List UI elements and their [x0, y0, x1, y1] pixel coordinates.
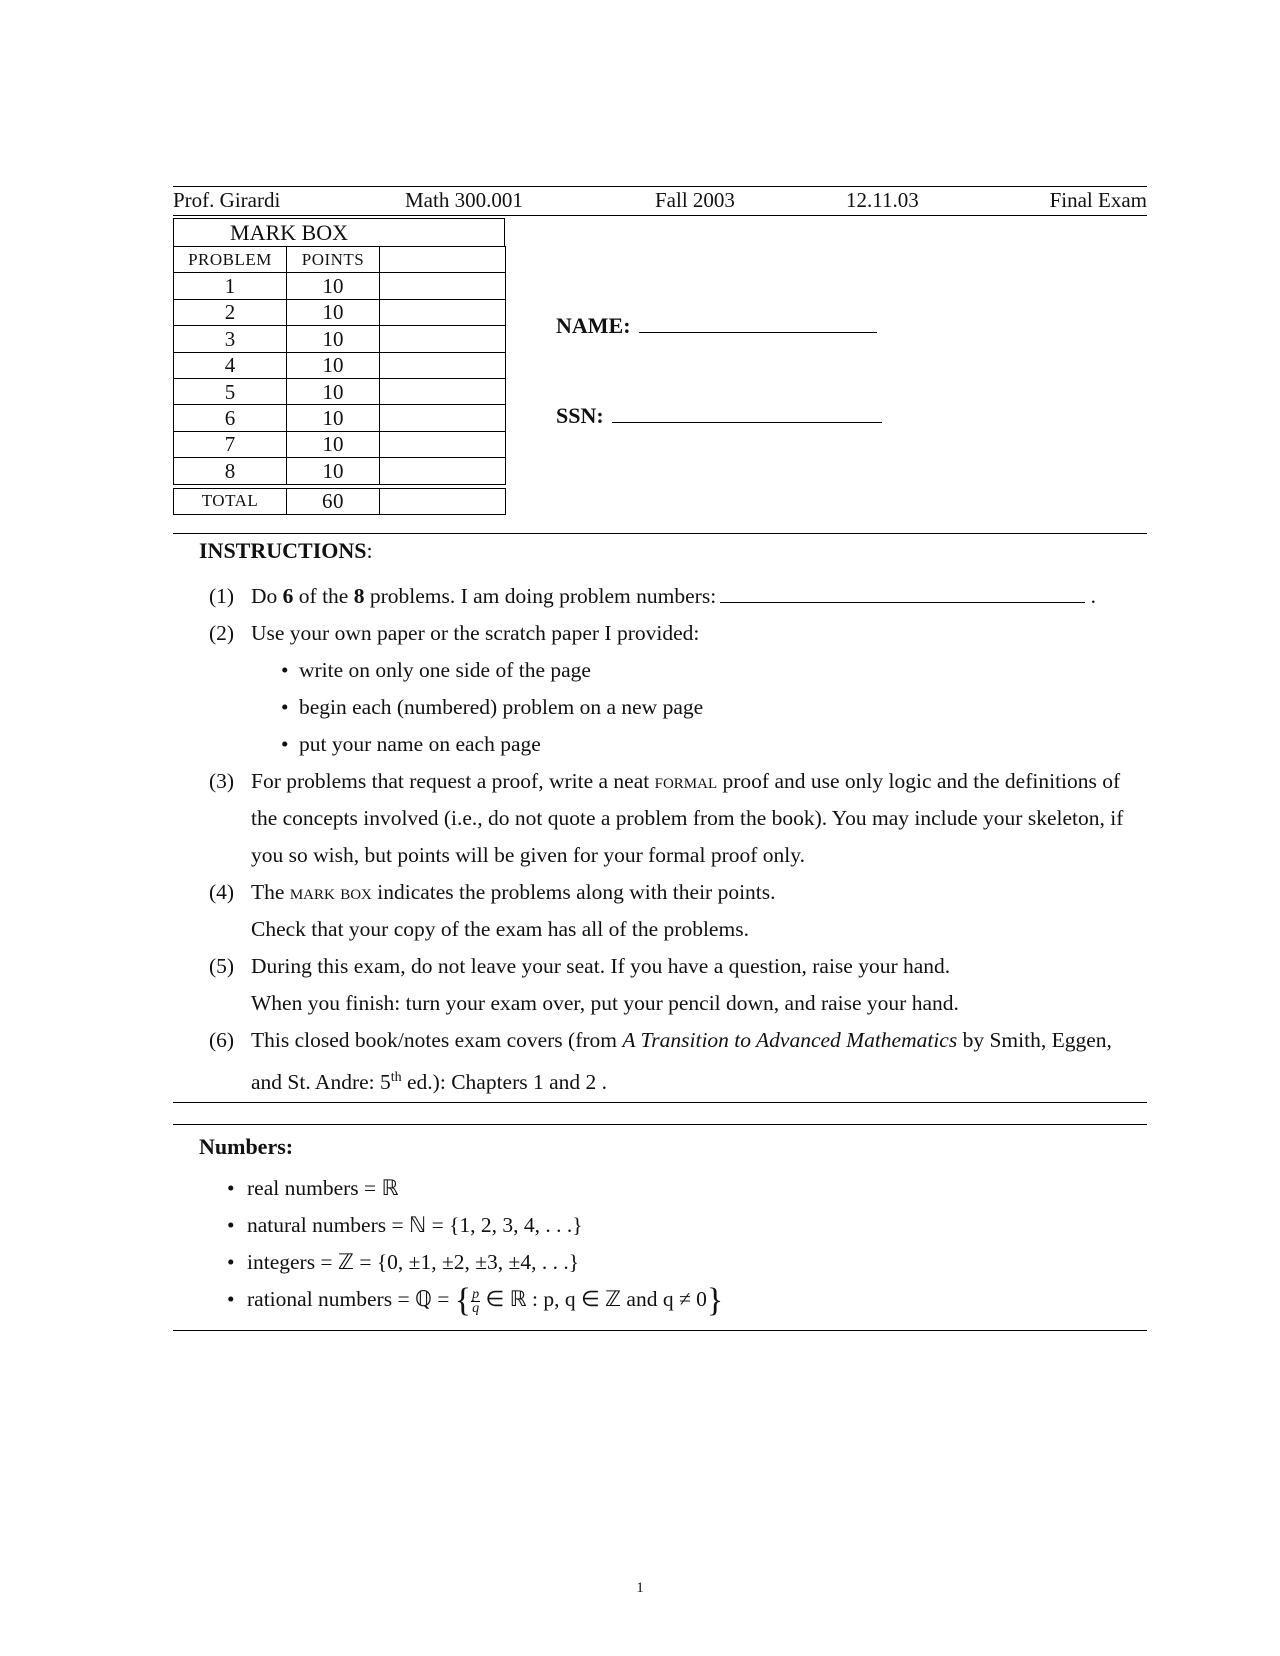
- ssn-blank[interactable]: [612, 402, 882, 423]
- divider: [173, 1124, 1147, 1125]
- score-cell: [380, 431, 506, 457]
- divider: [173, 1102, 1147, 1103]
- instruction-6: (6) This closed book/notes exam covers (from A Transition to Advanced Mathematics by Smith, Eggen, and St. Andre: 5th ed.): Chapters 1 and 2 .: [209, 1028, 1112, 1095]
- ssn-label: SSN:: [556, 403, 604, 428]
- list-item: • natural numbers = ℕ = {1, 2, 3, 4, . . .}: [227, 1207, 723, 1244]
- divider: [173, 533, 1147, 534]
- problem-cell: 1: [174, 273, 287, 299]
- table-row: [174, 273, 506, 299]
- mark-box: [173, 218, 506, 515]
- instruction-3: (3) For problems that request a proof, write a neat formal proof and use only logic and the definitions of the concepts involved (i.e., do not quote a problem from the book). You may include your skeleton, if you so wish, but points will be given for your formal proof only.: [209, 769, 1124, 867]
- total-row: [174, 488, 506, 514]
- score-cell: [380, 273, 506, 299]
- score-cell: [380, 458, 506, 484]
- instruction-1: (1) Do 6 of the 8 problems. I am doing problem numbers: .: [209, 584, 1096, 608]
- fraction-p-over-q: $\frac{p}{q}$: [472, 1286, 480, 1316]
- list-item: • put your name on each page: [281, 726, 1139, 763]
- page-number: 1: [636, 1580, 644, 1596]
- mark-box-title: MARK BOX: [173, 218, 505, 246]
- instructions-list: [209, 578, 1139, 1101]
- total-score-cell: [380, 488, 506, 514]
- points-cell: 10: [287, 378, 380, 404]
- score-cell: [380, 378, 506, 404]
- problem-cell: 7: [174, 431, 287, 457]
- paper-rules: [251, 652, 1139, 763]
- points-cell: 10: [287, 431, 380, 457]
- problem-numbers-blank[interactable]: [720, 584, 1085, 603]
- list-item: • real numbers = ℝ: [227, 1170, 723, 1207]
- col-points-header: POINTS: [287, 247, 380, 273]
- points-cell: 10: [287, 352, 380, 378]
- mark-box-header-row: [174, 247, 506, 273]
- problem-cell: 8: [174, 458, 287, 484]
- ssn-field: [556, 402, 882, 429]
- points-cell: 10: [287, 299, 380, 325]
- course-number: Math 300.001: [405, 188, 523, 212]
- points-cell: 10: [287, 405, 380, 431]
- table-row: [174, 405, 506, 431]
- table-row: [174, 378, 506, 404]
- list-item: • rational numbers = ℚ = { $\frac{p}{q}$ ∈ ℝ : p, q ∈ ℤ and q ≠ 0}: [227, 1281, 723, 1319]
- points-cell: 10: [287, 273, 380, 299]
- name-blank[interactable]: [639, 312, 877, 333]
- exam-header: [173, 186, 1147, 216]
- divider: [173, 1330, 1147, 1331]
- table-row: [174, 431, 506, 457]
- total-label: TOTAL: [174, 488, 287, 514]
- instruction-4: (4) The mark box indicates the problems along with their points. Check that your copy of the exam has all of the problems.: [209, 880, 776, 941]
- total-points: 60: [287, 488, 380, 514]
- table-row: [174, 326, 506, 352]
- term: Fall 2003: [655, 188, 735, 212]
- problem-cell: 6: [174, 405, 287, 431]
- col-problem-header: PROBLEM: [174, 247, 287, 273]
- problem-cell: 5: [174, 378, 287, 404]
- instruction-5: (5) During this exam, do not leave your seat. If you have a question, raise your hand. When you finish: turn your exam over, put your pencil down, and raise your hand.: [209, 954, 959, 1015]
- table-row: [174, 352, 506, 378]
- instructions-title: INSTRUCTIONS:: [199, 538, 373, 563]
- score-cell: [380, 247, 506, 273]
- score-cell: [380, 326, 506, 352]
- score-cell: [380, 299, 506, 325]
- name-label: NAME:: [556, 313, 631, 338]
- list-item: • begin each (numbered) problem on a new page: [281, 689, 1139, 726]
- score-cell: [380, 352, 506, 378]
- name-field: [556, 312, 877, 339]
- list-item: • integers = ℤ = {0, ±1, ±2, ±3, ±4, . . .}: [227, 1244, 723, 1281]
- problem-cell: 2: [174, 299, 287, 325]
- table-row: [174, 299, 506, 325]
- points-cell: 10: [287, 326, 380, 352]
- exam-date: 12.11.03: [846, 188, 919, 212]
- score-cell: [380, 405, 506, 431]
- professor-name: Prof. Girardi: [173, 188, 281, 212]
- exam-title: Final Exam: [1049, 188, 1147, 212]
- problem-cell: 3: [174, 326, 287, 352]
- numbers-list: [227, 1170, 723, 1319]
- mark-box-total: [173, 488, 506, 515]
- instruction-2: (2) Use your own paper or the scratch paper I provided: • write on only one side of the page • begin each (numbered) problem on a new page • put your name on each page: [209, 615, 1139, 763]
- mark-box-table: [173, 246, 506, 485]
- problem-cell: 4: [174, 352, 287, 378]
- table-row: [174, 458, 506, 484]
- numbers-title: Numbers:: [199, 1134, 294, 1159]
- list-item: • write on only one side of the page: [281, 652, 1139, 689]
- points-cell: 10: [287, 458, 380, 484]
